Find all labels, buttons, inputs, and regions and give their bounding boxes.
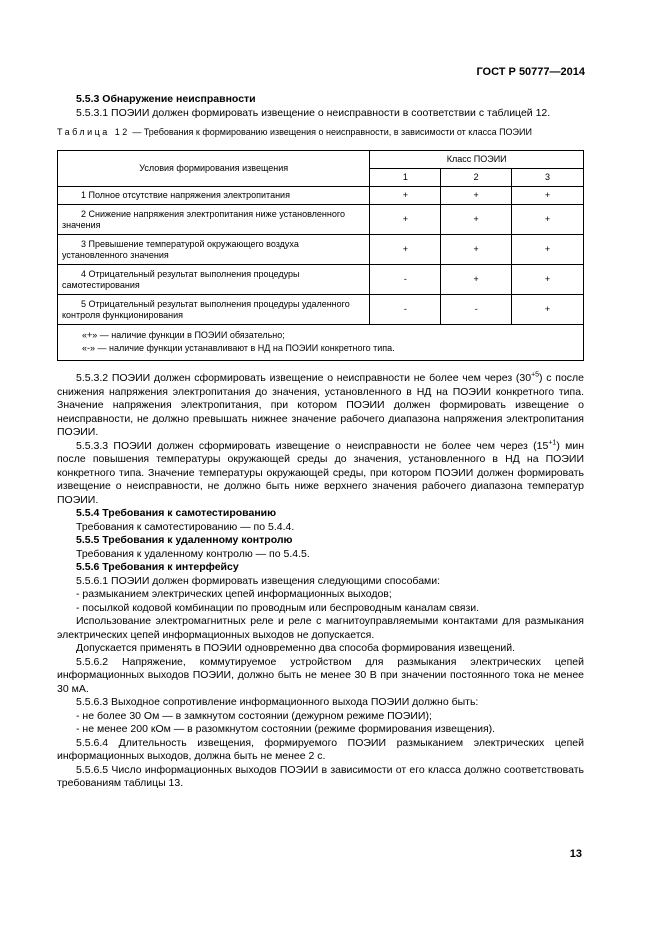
value-cell: + — [441, 205, 512, 235]
value-cell: + — [370, 235, 441, 265]
section-heading-5-5-6: 5.5.6 Требования к интерфейсу — [76, 561, 239, 573]
value-cell: + — [512, 265, 584, 295]
value-cell: + — [512, 205, 584, 235]
header-class-2: 2 — [441, 169, 512, 187]
list-item: - размыканием электрических цепей информационных выходов; — [76, 588, 392, 600]
list-item: - не более 30 Ом — в замкнутом состоянии (дежурном режиме ПОЭИИ); — [76, 709, 432, 722]
paragraph-two-methods: Допускается применять в ПОЭИИ одновременно два способа формирования извещений. — [76, 642, 516, 654]
table-row — [58, 187, 584, 205]
document-id: ГОСТ Р 50777—2014 — [476, 66, 585, 78]
table-row — [58, 295, 584, 325]
header-class: Класс ПОЭИИ — [370, 151, 584, 169]
value-cell: + — [441, 235, 512, 265]
condition-cell: 4 Отрицательный результат выполнения процедуры самотестирования — [58, 265, 370, 295]
condition-cell: 1 Полное отсутствие напряжения электропитания — [58, 187, 370, 205]
list-item: - не менее 200 кОм — в разомкнутом состоянии (режиме формирования извещения). — [76, 723, 496, 735]
table-notes — [58, 325, 584, 361]
paragraph-5-5-4: Требования к самотестированию — по 5.4.4. — [76, 520, 295, 533]
table-row — [58, 205, 584, 235]
condition-cell: 2 Снижение напряжения электропитания ниже установленного значения — [58, 205, 370, 235]
paragraph-5-5-3-2: 5.5.3.2 ПОЭИИ должен сформировать извещение о неисправности не более чем через $(30^{+5})$ с после снижения напряжения электропитания до значения, установленного в НД на ПОЭИИ конкретного типа. Значение напряжения электропитания, при котором ПОЭИИ должен формировать извещение о неисправности, не должно превышать нижнее значение рабочего диапазона напряжения электропитания ПОЭИИ. — [57, 371, 585, 438]
value-cell: + — [512, 235, 584, 265]
section-heading-5-5-3: 5.5.3 Обнаружение неисправности — [76, 93, 256, 105]
value-cell: + — [441, 187, 512, 205]
condition-cell: 5 Отрицательный результат выполнения процедуры удаленного контроля функционирования — [58, 295, 370, 325]
paragraph-5-5-6-4: 5.5.6.4 Длительность извещения, формируемого ПОЭИИ размыканием электрических цепей информационных выходов, должна быть не менее 2 с. — [57, 736, 584, 762]
paragraph-5-5-6-2: 5.5.6.2 Напряжение, коммутируемое устройством для размыкания электрических цепей информационных выходов ПОЭИИ, должно быть не менее 30 В при значении постоянного тока не менее 30 мА. — [57, 655, 584, 695]
table-caption-label: Таблица 12 — [57, 127, 130, 137]
value-cell: - — [441, 295, 512, 325]
paragraph-relay-restriction: Использование электромагнитных реле и реле с магнитоуправляемыми контактами для размыкания электрических цепей информационных выходов не допускается. — [57, 615, 584, 641]
table-row — [58, 265, 584, 295]
value-cell: + — [512, 187, 584, 205]
page-number: 13 — [569, 848, 582, 860]
page-content — [57, 93, 584, 791]
header-class-1: 1 — [370, 169, 441, 187]
table-note-plus: «+» — наличие функции в ПОЭИИ обязательно; — [82, 330, 285, 340]
table-row — [58, 235, 584, 265]
table-header-row — [58, 151, 584, 169]
value-cell: + — [370, 205, 441, 235]
table-notes-row — [58, 325, 584, 361]
paragraph-5-5-3-3: 5.5.3.3 ПОЭИИ должен сформировать извещение о неисправности не более чем через $(15^{+1})$ мин после повышения температуры окружающей среды до значения, установленного в НД на ПОЭИИ конкретного типа. Значение температуры окружающей среды, при котором ПОЭИИ должен формировать извещение о неисправности, не должно быть ниже верхнего значения рабочего диапазона температур ПОЭИИ. — [57, 439, 584, 506]
list-item: - посылкой кодовой комбинации по проводным или беспроводным каналам связи. — [76, 601, 480, 614]
value-cell: - — [370, 295, 441, 325]
tolerance-superscript: +5 — [531, 371, 540, 379]
requirements-table — [57, 150, 584, 361]
header-class-3: 3 — [512, 169, 584, 187]
header-conditions: Условия формирования извещения — [58, 151, 370, 187]
table-caption — [57, 127, 584, 138]
tolerance-superscript: +1 — [548, 439, 557, 446]
paragraph-5-5-6-1: 5.5.6.1 ПОЭИИ должен формировать извещения следующими способами: — [76, 574, 441, 587]
paragraph-5-5-5: Требования к удаленному контролю — по 5.4.5. — [76, 547, 310, 560]
paragraph-5-5-6-5: 5.5.6.5 Число информационных выходов ПОЭИИ в зависимости от его класса должно соответствовать требованиям таблицы 13. — [57, 763, 584, 789]
value-cell: + — [441, 265, 512, 295]
table-note-minus: «-» — наличие функции устанавливают в НД на ПОЭИИ конкретного типа. — [82, 343, 395, 353]
value-cell: + — [512, 295, 584, 325]
paragraph-5-5-3-1: 5.5.3.1 ПОЭИИ должен формировать извещение о неисправности в соответствии с таблицей 12. — [76, 106, 551, 119]
value-cell: + — [370, 187, 441, 205]
section-heading-5-5-4: 5.5.4 Требования к самотестированию — [76, 507, 277, 519]
section-heading-5-5-5: 5.5.5 Требования к удаленному контролю — [76, 534, 293, 546]
table-caption-text: — Требования к формированию извещения о неисправности, в зависимости от класса ПОЭИИ — [129, 127, 532, 137]
condition-cell: 3 Превышение температурой окружающего воздуха установленного значения — [58, 235, 370, 265]
value-cell: - — [370, 265, 441, 295]
paragraph-5-5-6-3: 5.5.6.3 Выходное сопротивление информационного выхода ПОЭИИ должно быть: — [76, 696, 479, 708]
